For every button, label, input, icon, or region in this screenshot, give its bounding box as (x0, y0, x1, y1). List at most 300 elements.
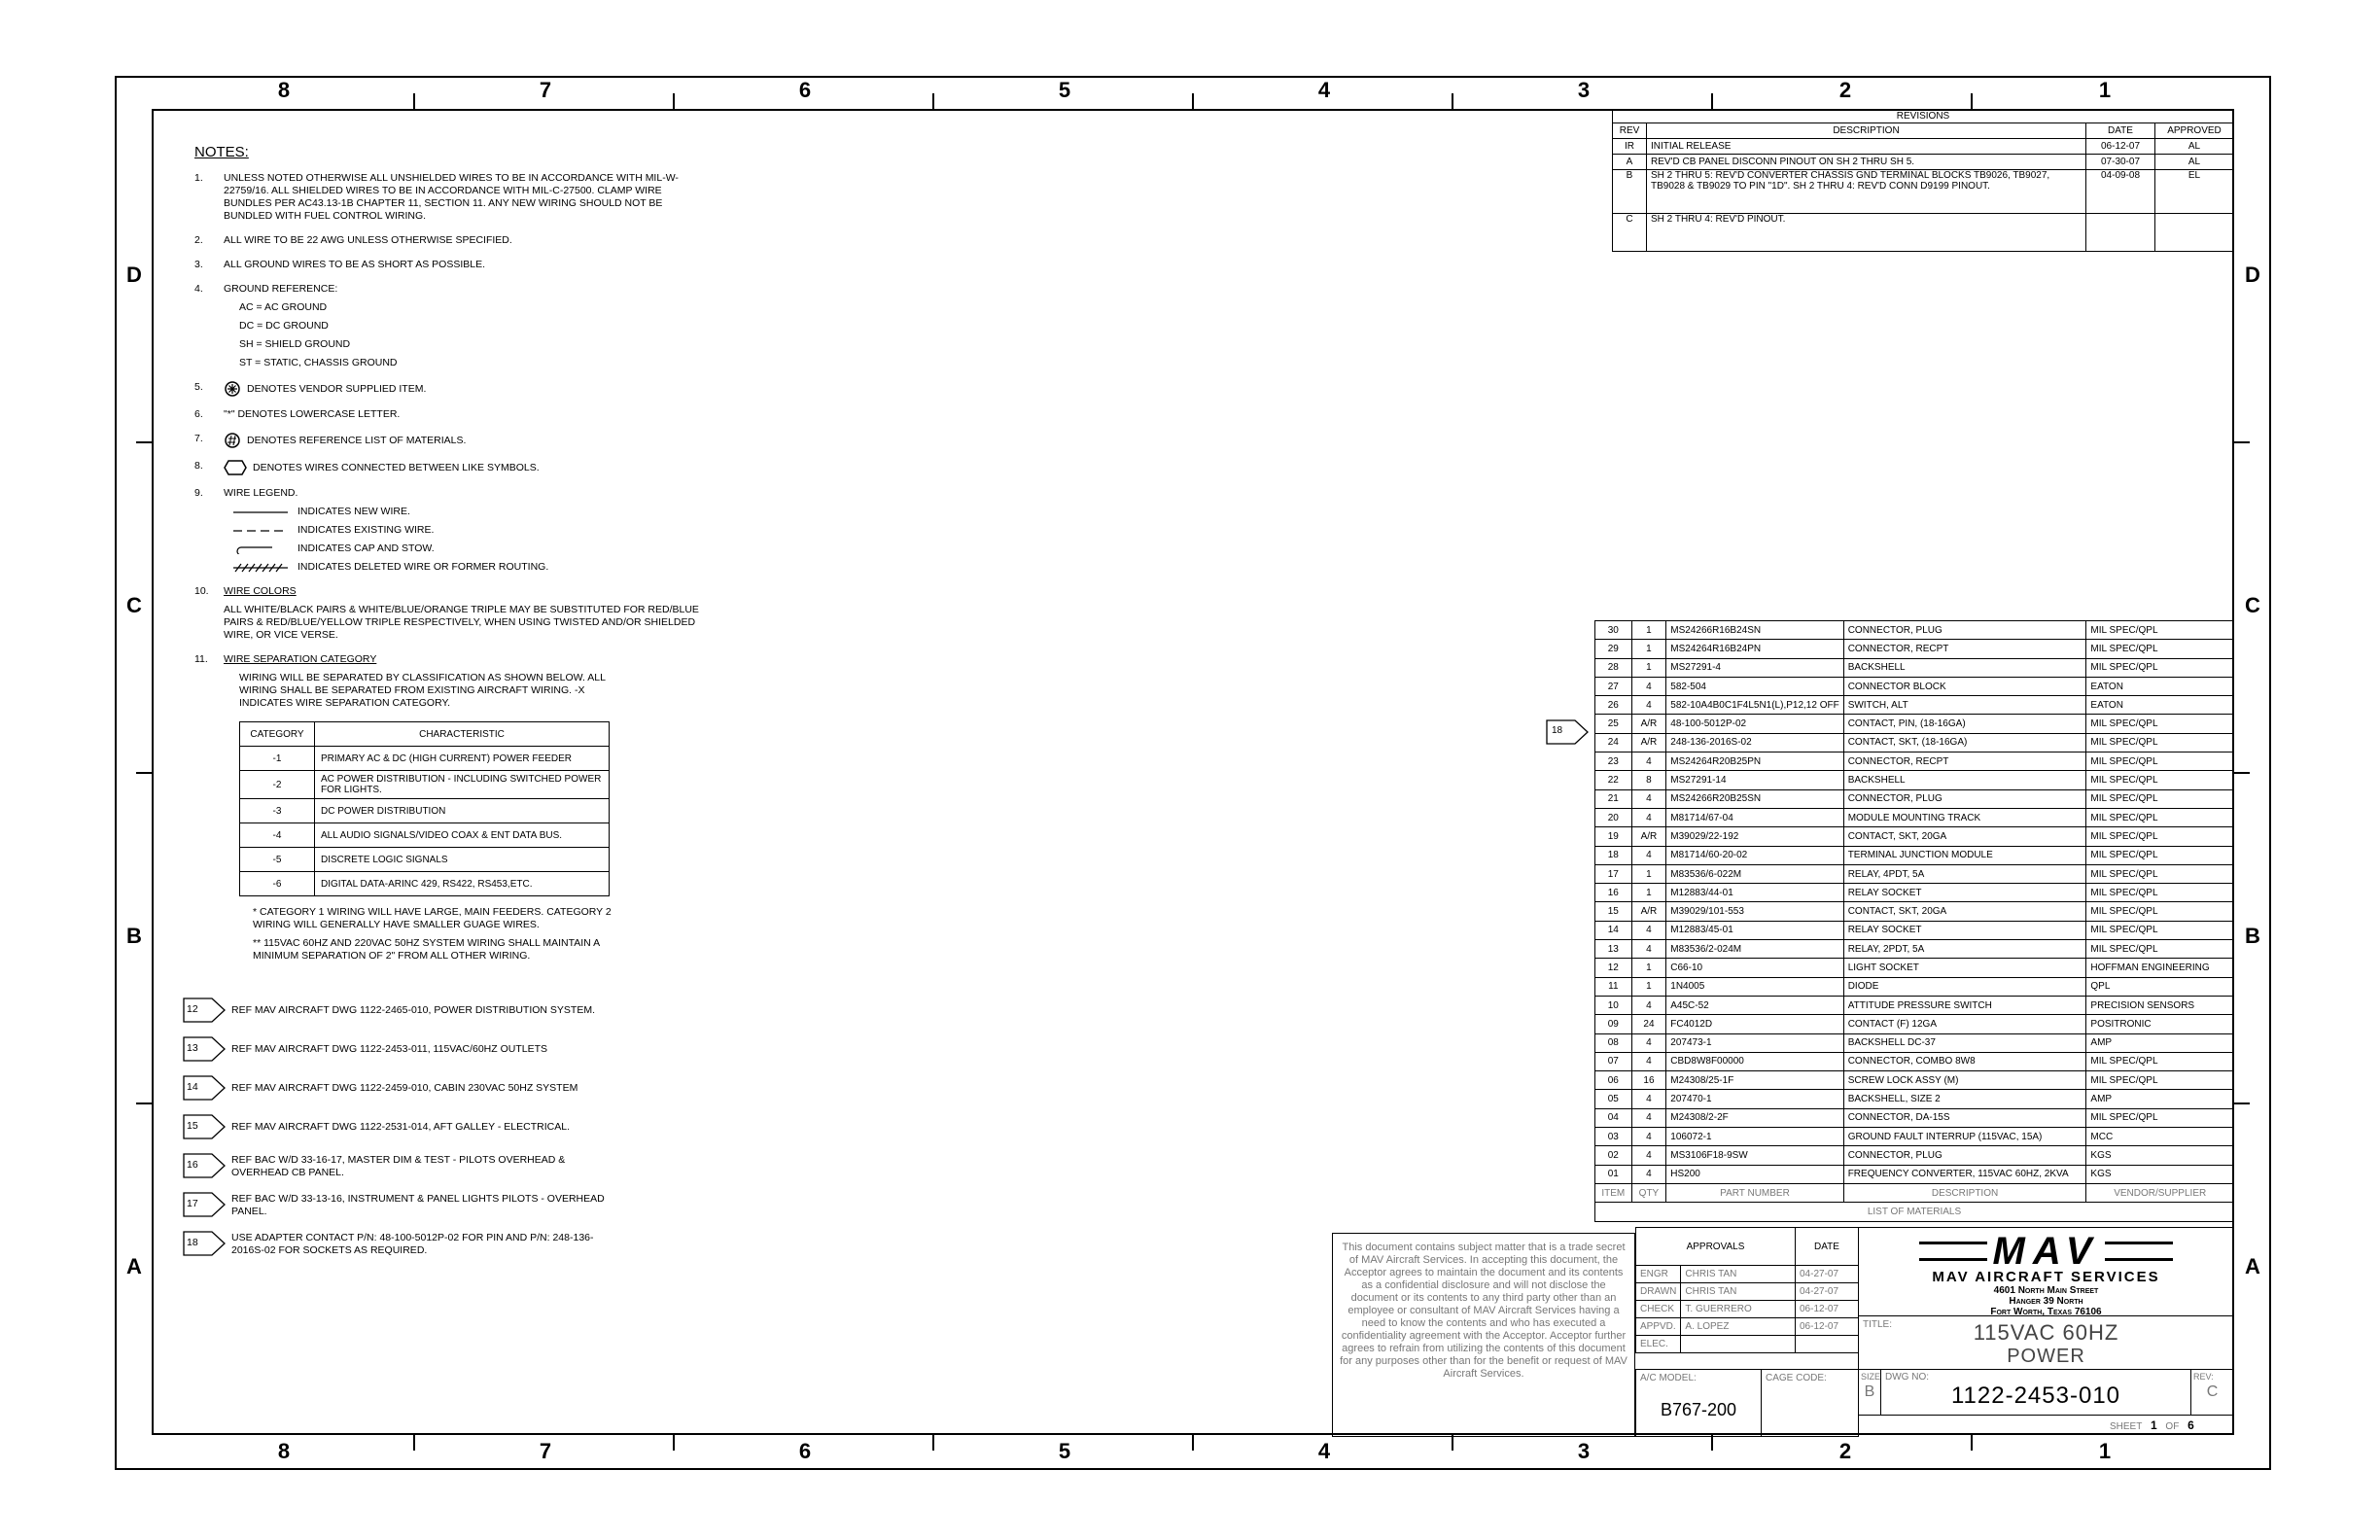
bom-cell: 4 (1631, 696, 1666, 715)
bom-cell: CONTACT, PIN, (18-16GA) (1843, 715, 2086, 733)
zone-tick (136, 441, 152, 443)
zone-col-8-bottom: 8 (277, 1439, 291, 1463)
dwg-no-box: DWG NO: 1122-2453-010 (1880, 1369, 2191, 1416)
note-6: 6. "*" DENOTES LOWERCASE LETTER. (194, 408, 401, 420)
zone-col-4-bottom: 4 (1317, 1439, 1331, 1463)
table-row: B SH 2 THRU 5: REV'D CONVERTER CHASSIS GND TERMINAL BLOCKS TB9026, TB9027, TB9028 & TB9029 TO PIN "1D". SH 2 THRU 4: REV'D CONN D9199 PINOUT. 04-09-08 EL (1613, 170, 2234, 214)
bom-cell: MIL SPEC/QPL (2086, 789, 2234, 808)
bom-cell: MIL SPEC/QPL (2086, 864, 2234, 883)
cage-code-box: CAGE CODE: (1761, 1369, 1859, 1437)
zone-row-b-left: B (126, 924, 142, 948)
bom-cell: BACKSHELL (1843, 771, 2086, 789)
note-3: 3. ALL GROUND WIRES TO BE AS SHORT AS POSSIBLE. (194, 259, 486, 270)
bom-cell: CONTACT, SKT, (18-16GA) (1843, 733, 2086, 752)
bom-cell: C66-10 (1666, 959, 1843, 977)
legend-cap-stow: INDICATES CAP AND STOW. (224, 542, 700, 555)
table-row (1595, 921, 2234, 939)
bom-cell: 4 (1631, 996, 1666, 1014)
bom-cell: BACKSHELL, SIZE 2 (1843, 1090, 2086, 1108)
bom-cell: CONTACT (F) 12GA (1843, 1015, 2086, 1033)
drawing-title-line1: 115VAC 60HZ (1973, 1320, 2119, 1345)
legend-existing-wire: INDICATES EXISTING WIRE. (224, 524, 700, 537)
bom-cell: HOFFMAN ENGINEERING (2086, 959, 2234, 977)
bom-cell: 14 (1595, 921, 1632, 939)
zone-row-a-right: A (2245, 1254, 2260, 1278)
note-2: 2. ALL WIRE TO BE 22 AWG UNLESS OTHERWISE SPECIFIED. (194, 234, 512, 246)
table-row: -5 DISCRETE LOGIC SIGNALS (240, 848, 610, 872)
table-row (1595, 902, 2234, 921)
bom-cell: 02 (1595, 1146, 1632, 1165)
bom-cell: 4 (1631, 1128, 1666, 1146)
bom-cell: AMP (2086, 1090, 2234, 1108)
zone-col-1-top: 1 (2098, 78, 2112, 102)
bom-cell: 48-100-5012P-02 (1666, 715, 1843, 733)
bom-cell: ATTITUDE PRESSURE SWITCH (1843, 996, 2086, 1014)
solid-line-icon (233, 508, 288, 517)
bom-cell: 106072-1 (1666, 1128, 1843, 1146)
hatched-line-icon (233, 563, 288, 573)
ac-model-value: B767-200 (1660, 1400, 1737, 1419)
bom-cell: PRECISION SENSORS (2086, 996, 2234, 1014)
bom-cell: M39029/101-553 (1666, 902, 1843, 921)
bom-cell: SCREW LOCK ASSY (M) (1843, 1071, 2086, 1090)
table-row (1595, 1033, 2234, 1052)
bom-cell: LIGHT SOCKET (1843, 959, 2086, 977)
bom-cell: M81714/67-04 (1666, 808, 1843, 826)
bom-cell: MIL SPEC/QPL (2086, 902, 2234, 921)
zone-tick (932, 93, 934, 109)
bom-caption: LIST OF MATERIALS (1595, 1203, 2234, 1221)
bom-cell: 29 (1595, 640, 1632, 658)
bom-cell: MIL SPEC/QPL (2086, 752, 2234, 771)
bom-flag-18-icon: 18 (1546, 719, 1589, 745)
revisions-title: REVISIONS (1613, 110, 2234, 123)
zone-tick (1971, 1435, 1973, 1451)
bom-cell: 15 (1595, 902, 1632, 921)
table-row (1595, 846, 2234, 864)
category-footnote-1: * CATEGORY 1 WIRING WILL HAVE LARGE, MAIN FEEDERS. CATEGORY 2 WIRING WILL GENERALLY HAVE SMALLER GUAGE WIRES. (253, 906, 612, 930)
bom-header-cell: ITEM (1595, 1183, 1632, 1202)
reference-notes (183, 998, 679, 1270)
note-11: 11. WIRE SEPARATION CATEGORY WIRING WILL BE SEPARATED BY CLASSIFICATION AS SHOWN BELOW. ALL WIRING SHALL BE SEPARATED FROM EXISTING AIRCRAFT WIRING. -X INDICATES WIRE SEPARATION CATEGORY. CATEGORY CHARACTERISTIC -1 PRIMARY AC & DC (HIGH CURRENT) POWER FEEDER -2 AC POWER DISTRIBUTION - INCLUDING SWITCHED POWER FOR LIGHTS. -3 DC POWER DISTRIBUTION -4 ALL AUDIO SIGNALS/VIDEO COAX & ENT DATA BUS. -5 DISCRETE LOGIC SIGNALS -6 DIGITAL DATA-ARINC 429, RS422, RS453,ETC. * CATEGORY 1 WIRING WILL HAVE LARGE, MAIN FEEDERS. CATEGORY 2 WIRING WILL GENERALLY HAVE SMALLER GUAGE WIRES. ** 115VAC 60HZ AND 220VAC 50HZ SYSTEM WIRING SHALL MAINTAIN A MINIMUM SEPARATION OF 2" FROM ALL OTHER WIRING. (194, 653, 700, 962)
bom-cell: 8 (1631, 771, 1666, 789)
table-row (1595, 864, 2234, 883)
note-5: 5. DENOTES VENDOR SUPPLIED ITEM. (194, 381, 700, 397)
bom-cell: 4 (1631, 1052, 1666, 1070)
bom-cell: MCC (2086, 1128, 2234, 1146)
note-8: 8. DENOTES WIRES CONNECTED BETWEEN LIKE SYMBOLS. (194, 460, 700, 475)
legend-new-wire: INDICATES NEW WIRE. (224, 506, 700, 518)
zone-tick (2234, 1102, 2250, 1104)
zone-tick (136, 772, 152, 774)
bom-header-cell: DESCRIPTION (1843, 1183, 2086, 1202)
zone-row-c-left: C (126, 593, 142, 617)
bom-cell: 30 (1595, 621, 1632, 640)
bom-cell: FREQUENCY CONVERTER, 115VAC 60HZ, 2KVA (1843, 1165, 2086, 1183)
zone-col-6-bottom: 6 (798, 1439, 812, 1463)
bom-cell: MIL SPEC/QPL (2086, 1108, 2234, 1127)
ref-note-18: 18 USE ADAPTER CONTACT P/N: 48-100-5012P-02 FOR PIN AND P/N: 248-136-2016S-02 FOR SOCKETS AS REQUIRED. (183, 1231, 679, 1270)
bom-cell: CONNECTOR, RECPT (1843, 640, 2086, 658)
bom-cell: M39029/22-192 (1666, 827, 1843, 846)
table-row: -1 PRIMARY AC & DC (HIGH CURRENT) POWER FEEDER (240, 747, 610, 771)
bom-cell: MIL SPEC/QPL (2086, 621, 2234, 640)
note-9: 9. WIRE LEGEND. INDICATES NEW WIRE. INDICATES EXISTING WIRE. INDICATES CAP AND STOW. INDICATES DELETED WIRE OR FORMER ROUTING. (194, 487, 700, 574)
ground-ref-dc: DC = DC GROUND (239, 320, 329, 332)
bom-cell: M83536/6-022M (1666, 864, 1843, 883)
bom-cell: A45C-52 (1666, 996, 1843, 1014)
bom-cell: 22 (1595, 771, 1632, 789)
bom-cell: MIL SPEC/QPL (2086, 884, 2234, 902)
table-row (1595, 1090, 2234, 1108)
zone-tick (932, 1435, 934, 1451)
bom-header-cell: QTY (1631, 1183, 1666, 1202)
table-row (1595, 884, 2234, 902)
bom-cell: 18 (1595, 846, 1632, 864)
table-row (1595, 1052, 2234, 1070)
table-row: C SH 2 THRU 4: REV'D PINOUT. (1613, 214, 2234, 252)
bom-cell: AMP (2086, 1033, 2234, 1052)
bom-cell: CONNECTOR, DA-15S (1843, 1108, 2086, 1127)
bom-cell: MS24266R20B25SN (1666, 789, 1843, 808)
bom-cell: CONNECTOR, PLUG (1843, 789, 2086, 808)
bom-cell: 01 (1595, 1165, 1632, 1183)
ref-note-13: 13 REF MAV AIRCRAFT DWG 1122-2453-011, 115VAC/60HZ OUTLETS (183, 1036, 679, 1075)
bom-cell: MIL SPEC/QPL (2086, 846, 2234, 864)
table-row (1595, 733, 2234, 752)
table-row (1595, 1165, 2234, 1183)
table-row (1595, 996, 2234, 1014)
bom-cell: EATON (2086, 696, 2234, 715)
bom-cell: GROUND FAULT INTERRUP (115VAC, 15A) (1843, 1128, 2086, 1146)
bom-cell: 24 (1595, 733, 1632, 752)
table-row: -3 DC POWER DISTRIBUTION (240, 799, 610, 823)
table-row: A REV'D CB PANEL DISCONN PINOUT ON SH 2 THRU SH 5. 07-30-07 AL (1613, 155, 2234, 170)
bom-cell: 207473-1 (1666, 1033, 1843, 1052)
table-row (1595, 677, 2234, 695)
bom-cell: MS27291-14 (1666, 771, 1843, 789)
bom-cell: 4 (1631, 1146, 1666, 1165)
bom-cell: 4 (1631, 789, 1666, 808)
flag-note-icon: 13 (183, 1036, 226, 1062)
ref-note-15: 15 REF MAV AIRCRAFT DWG 1122-2531-014, AFT GALLEY - ELECTRICAL. (183, 1114, 679, 1153)
zone-col-3-bottom: 3 (1577, 1439, 1591, 1463)
flag-note-icon: 15 (183, 1114, 226, 1139)
table-row (1595, 640, 2234, 658)
bom-cell: CBD8W8F00000 (1666, 1052, 1843, 1070)
revisions-table: REVISIONS REV DESCRIPTION DATE APPROVED IR INITIAL RELEASE 06-12-07 AL A REV'D CB PANEL DISCONN PINOUT ON SH 2 THRU SH 5. 07-30-07 AL B SH 2 THRU 5: REV'D CONVERTER CHASSIS GND TERMINAL BLOCKS TB9026, TB9027, TB9028 & TB9029 TO PIN "1D". SH 2 THRU 4: REV'D CONN D9199 PINOUT. 04-09-08 EL C SH 2 THRU 4: REV'D PINOUT. (1612, 109, 2234, 252)
zone-tick (673, 93, 675, 109)
bom-cell: 1 (1631, 658, 1666, 677)
zone-tick (1971, 93, 1973, 109)
list-of-materials-table (1594, 620, 2234, 1222)
zone-tick (2234, 772, 2250, 774)
sheet-indicator: SHEET 1 OF 6 (2110, 1418, 2194, 1432)
zone-col-2-top: 2 (1838, 78, 1852, 102)
bom-cell: M12883/45-01 (1666, 921, 1843, 939)
bom-cell: M81714/60-20-02 (1666, 846, 1843, 864)
bom-cell: 26 (1595, 696, 1632, 715)
bom-header-row (1595, 1183, 2234, 1202)
zone-col-6-top: 6 (798, 78, 812, 102)
size-box: SIZE B (1858, 1369, 1881, 1416)
bom-cell: 4 (1631, 921, 1666, 939)
table-row (1595, 658, 2234, 677)
zone-tick (1192, 1435, 1194, 1451)
separation-category-table: CATEGORY CHARACTERISTIC -1 PRIMARY AC & DC (HIGH CURRENT) POWER FEEDER -2 AC POWER DISTRIBUTION - INCLUDING SWITCHED POWER FOR LIGHTS. -3 DC POWER DISTRIBUTION -4 ALL AUDIO SIGNALS/VIDEO COAX & ENT DATA BUS. -5 DISCRETE LOGIC SIGNALS -6 DIGITAL DATA-ARINC 429, RS422, RS453,ETC. (239, 721, 610, 896)
bom-cell: MIL SPEC/QPL (2086, 1052, 2234, 1070)
zone-col-7-bottom: 7 (539, 1439, 552, 1463)
table-row: CHECK T. GUERRERO 06-12-07 (1636, 1301, 1859, 1318)
bom-cell: CONNECTOR, PLUG (1843, 1146, 2086, 1165)
bom-cell: MS24264R16B24PN (1666, 640, 1843, 658)
bom-cell: 4 (1631, 677, 1666, 695)
bom-cell: MS24266R16B24SN (1666, 621, 1843, 640)
bom-cell: MIL SPEC/QPL (2086, 940, 2234, 959)
bom-header-cell: VENDOR/SUPPLIER (2086, 1183, 2234, 1202)
table-row (1595, 977, 2234, 996)
flag-note-icon: 17 (183, 1192, 226, 1217)
flag-note-icon: 18 (183, 1231, 226, 1256)
ref-note-16: 16 REF BAC W/D 33-16-17, MASTER DIM & TEST - PILOTS OVERHEAD & OVERHEAD CB PANEL. (183, 1153, 679, 1192)
reference-list-symbol-icon (224, 433, 241, 448)
ref-note-12: 12 REF MAV AIRCRAFT DWG 1122-2465-010, POWER DISTRIBUTION SYSTEM. (183, 998, 679, 1036)
flag-note-icon: 12 (183, 998, 226, 1023)
table-row (1595, 696, 2234, 715)
table-row (1595, 1128, 2234, 1146)
bom-cell: 19 (1595, 827, 1632, 846)
bom-cell: 207470-1 (1666, 1090, 1843, 1108)
legend-deleted-wire: INDICATES DELETED WIRE OR FORMER ROUTING. (224, 561, 700, 574)
zone-tick (1452, 1435, 1453, 1451)
bom-cell: SWITCH, ALT (1843, 696, 2086, 715)
note-1: 1. UNLESS NOTED OTHERWISE ALL UNSHIELDED WIRES TO BE IN ACCORDANCE WITH MIL-W-22759/16. ALL SHIELDED WIRES TO BE IN ACCORDANCE WITH MIL-C-27500. CLAMP WIRE BUNDLES PER AC43.13-1B CHAPTER 11, SECTION 11. ANY NEW WIRING SHOULD NOT BE BUNDLED WITH FUEL CONTROL WIRING. (194, 172, 679, 222)
bom-cell: 05 (1595, 1090, 1632, 1108)
zone-tick (136, 1102, 152, 1104)
zone-tick (413, 93, 415, 109)
zone-tick (1711, 1435, 1713, 1451)
bom-cell: MIL SPEC/QPL (2086, 827, 2234, 846)
bom-cell: 1N4005 (1666, 977, 1843, 996)
bom-cell: 08 (1595, 1033, 1632, 1052)
rev-box: REV: C (2190, 1369, 2234, 1416)
bom-cell: DIODE (1843, 977, 2086, 996)
bom-cell: EATON (2086, 677, 2234, 695)
table-row: -2 AC POWER DISTRIBUTION - INCLUDING SWITCHED POWER FOR LIGHTS. (240, 771, 610, 799)
table-row (1595, 1015, 2234, 1033)
bom-cell: MIL SPEC/QPL (2086, 1071, 2234, 1090)
bom-cell: CONNECTOR, PLUG (1843, 621, 2086, 640)
zone-col-3-top: 3 (1577, 78, 1591, 102)
table-row (1595, 808, 2234, 826)
bom-cell: BACKSHELL DC-37 (1843, 1033, 2086, 1052)
bom-cell: MIL SPEC/QPL (2086, 921, 2234, 939)
company-logo: MAV (1859, 1234, 2233, 1269)
zone-col-5-bottom: 5 (1058, 1439, 1071, 1463)
bom-cell: 23 (1595, 752, 1632, 771)
bom-cell: MODULE MOUNTING TRACK (1843, 808, 2086, 826)
bom-cell: MIL SPEC/QPL (2086, 808, 2234, 826)
table-row (1595, 827, 2234, 846)
bom-cell: 4 (1631, 1090, 1666, 1108)
table-row (1595, 771, 2234, 789)
bom-cell: M24308/2-2F (1666, 1108, 1843, 1127)
bom-cell: QPL (2086, 977, 2234, 996)
bom-cell: A/R (1631, 715, 1666, 733)
bom-cell: 20 (1595, 808, 1632, 826)
cap-stow-line-icon (233, 544, 288, 554)
bom-cell: 4 (1631, 846, 1666, 864)
bom-cell: 1 (1631, 959, 1666, 977)
zone-tick (1711, 93, 1713, 109)
bom-cell: 4 (1631, 752, 1666, 771)
bom-cell: MIL SPEC/QPL (2086, 733, 2234, 752)
bom-cell: MS3106F18-9SW (1666, 1146, 1843, 1165)
zone-col-5-top: 5 (1058, 78, 1071, 102)
company-block: MAV MAV AIRCRAFT SERVICES 4601 North Main Street Hanger 39 North Fort Worth, Texas 76106 (1858, 1227, 2234, 1316)
confidentiality-notice: This document contains subject matter that is a trade secret of MAV Aircraft Services. In accepting this document, the Acceptor agrees to maintain the document and its contents as a confidential disclosure and will not disclose the document or its contents to any third party other than an employee or consultant of MAV Aircraft Services having a need to know the contents and who has executed a confidentiality agreement with the Acceptor. Acceptor further agrees to refrain from utilizing the contents of this document for any purposes other than for the benefit or request of MAV Aircraft Services. (1332, 1233, 1635, 1437)
bom-cell: MIL SPEC/QPL (2086, 640, 2234, 658)
table-row (1595, 1146, 2234, 1165)
table-row: APPVD. A. LOPEZ 06-12-07 (1636, 1318, 1859, 1336)
bom-cell: 06 (1595, 1071, 1632, 1090)
zone-col-1-bottom: 1 (2098, 1439, 2112, 1463)
table-row (1595, 1071, 2234, 1090)
bom-cell: M83536/2-024M (1666, 940, 1843, 959)
zone-tick (1192, 93, 1194, 109)
company-name: MAV AIRCRAFT SERVICES (1932, 1269, 2160, 1285)
bom-cell: POSITRONIC (2086, 1015, 2234, 1033)
bom-cell: 10 (1595, 996, 1632, 1014)
zone-row-c-right: C (2245, 593, 2260, 617)
zone-row-d-left: D (126, 262, 142, 287)
note-7: 7. DENOTES REFERENCE LIST OF MATERIALS. (194, 433, 700, 448)
bom-header-cell: PART NUMBER (1666, 1183, 1843, 1202)
notes-section (194, 146, 700, 974)
table-row (1595, 789, 2234, 808)
bom-cell: 03 (1595, 1128, 1632, 1146)
bom-cell: CONNECTOR, RECPT (1843, 752, 2086, 771)
category-footnote-2: ** 115VAC 60HZ AND 220VAC 50HZ SYSTEM WIRING SHALL MAINTAIN A MINIMUM SEPARATION OF 2" FROM ALL OTHER WIRING. (253, 937, 600, 962)
bom-cell: KGS (2086, 1165, 2234, 1183)
table-row: IR INITIAL RELEASE 06-12-07 AL (1613, 139, 2234, 155)
bom-cell: BACKSHELL (1843, 658, 2086, 677)
bom-cell: 09 (1595, 1015, 1632, 1033)
bom-cell: 1 (1631, 621, 1666, 640)
table-row: ENGR CHRIS TAN 04-27-07 (1636, 1266, 1859, 1283)
zone-tick (673, 1435, 675, 1451)
drawing-number: 1122-2453-010 (1950, 1382, 2121, 1409)
dashed-line-icon (233, 526, 288, 536)
bom-cell: 4 (1631, 1033, 1666, 1052)
ground-ref-st: ST = STATIC, CHASSIS GROUND (239, 357, 398, 368)
bom-cell: CONNECTOR, COMBO 8W8 (1843, 1052, 2086, 1070)
bom-cell: RELAY SOCKET (1843, 884, 2086, 902)
bom-cell: A/R (1631, 733, 1666, 752)
bom-cell: CONNECTOR BLOCK (1843, 677, 2086, 695)
bom-cell: 4 (1631, 1165, 1666, 1183)
ground-ref-sh: SH = SHIELD GROUND (239, 338, 351, 350)
flag-note-icon: 16 (183, 1153, 226, 1178)
bom-cell: FC4012D (1666, 1015, 1843, 1033)
bom-cell: A/R (1631, 902, 1666, 921)
bom-cell: 07 (1595, 1052, 1632, 1070)
table-row (1595, 715, 2234, 733)
bom-cell: 4 (1631, 1108, 1666, 1127)
approvals-table: APPROVALS DATE ENGR CHRIS TAN 04-27-07 DRAWN CHRIS TAN 04-27-07 CHECK T. GUERRERO 06-12-07 APPVD. A. LOPEZ 06-12-07 ELEC. (1635, 1227, 1859, 1353)
flag-note-icon: 14 (183, 1075, 226, 1101)
zone-row-b-right: B (2245, 924, 2260, 948)
bom-cell: CONTACT, SKT, 20GA (1843, 902, 2086, 921)
bom-cell: RELAY SOCKET (1843, 921, 2086, 939)
bom-cell: 17 (1595, 864, 1632, 883)
ref-note-17: 17 REF BAC W/D 33-13-16, INSTRUMENT & PANEL LIGHTS PILOTS - OVERHEAD PANEL. (183, 1192, 679, 1231)
zone-tick (2234, 441, 2250, 443)
ref-note-14: 14 REF MAV AIRCRAFT DWG 1122-2459-010, CABIN 230VAC 50HZ SYSTEM (183, 1075, 679, 1114)
bom-cell: RELAY, 4PDT, 5A (1843, 864, 2086, 883)
bom-cell: HS200 (1666, 1165, 1843, 1183)
bom-cell: 28 (1595, 658, 1632, 677)
zone-col-2-bottom: 2 (1838, 1439, 1852, 1463)
bom-cell: RELAY, 2PDT, 5A (1843, 940, 2086, 959)
bom-cell: 1 (1631, 977, 1666, 996)
bom-cell: 1 (1631, 640, 1666, 658)
bom-cell: TERMINAL JUNCTION MODULE (1843, 846, 2086, 864)
bom-cell: A/R (1631, 827, 1666, 846)
note-10: 10. WIRE COLORS ALL WHITE/BLACK PAIRS & WHITE/BLUE/ORANGE TRIPLE MAY BE SUBSTITUTED FOR RED/BLUE PAIRS & RED/BLUE/YELLOW TRIPLE RESPECTIVELY, WHEN USING TWISTED AND/OR SHIELDED WIRE, OR VICE VERSE. (194, 585, 699, 641)
table-row: ELEC. (1636, 1336, 1859, 1353)
bom-cell: 27 (1595, 677, 1632, 695)
bom-cell: 1 (1631, 864, 1666, 883)
table-row (1595, 752, 2234, 771)
bom-cell: MS27291-4 (1666, 658, 1843, 677)
title-box: TITLE: 115VAC 60HZ POWER (1858, 1315, 2234, 1370)
bom-cell: 4 (1631, 940, 1666, 959)
bom-cell: MIL SPEC/QPL (2086, 715, 2234, 733)
bom-cell: MIL SPEC/QPL (2086, 771, 2234, 789)
table-row (1595, 959, 2234, 977)
rev-value: C (2206, 1383, 2219, 1400)
bom-cell: 16 (1631, 1071, 1666, 1090)
ground-ref-ac: AC = AC GROUND (239, 301, 328, 313)
drawing-title-line2: POWER (2007, 1346, 2085, 1367)
zone-row-a-left: A (126, 1254, 142, 1278)
table-row: -4 ALL AUDIO SIGNALS/VIDEO COAX & ENT DATA BUS. (240, 823, 610, 848)
table-row: -6 DIGITAL DATA-ARINC 429, RS422, RS453,ETC. (240, 872, 610, 896)
bom-cell: 1 (1631, 884, 1666, 902)
bom-cell: KGS (2086, 1146, 2234, 1165)
zone-col-7-top: 7 (539, 78, 552, 102)
vendor-supplied-symbol-icon (224, 381, 241, 397)
bom-cell: 24 (1631, 1015, 1666, 1033)
zone-tick (413, 1435, 415, 1451)
bom-cell: 582-504 (1666, 677, 1843, 695)
bom-cell: M24308/25-1F (1666, 1071, 1843, 1090)
bom-cell: 11 (1595, 977, 1632, 996)
hexagon-symbol-icon (224, 460, 247, 475)
bom-cell: 12 (1595, 959, 1632, 977)
zone-col-8-top: 8 (277, 78, 291, 102)
ac-model-box: A/C MODEL: B767-200 (1635, 1369, 1762, 1437)
zone-col-4-top: 4 (1317, 78, 1331, 102)
zone-tick (1452, 93, 1453, 109)
table-row (1595, 1108, 2234, 1127)
table-row (1595, 621, 2234, 640)
bom-cell: 16 (1595, 884, 1632, 902)
bom-cell: M12883/44-01 (1666, 884, 1843, 902)
table-row (1595, 940, 2234, 959)
bom-cell: MIL SPEC/QPL (2086, 658, 2234, 677)
